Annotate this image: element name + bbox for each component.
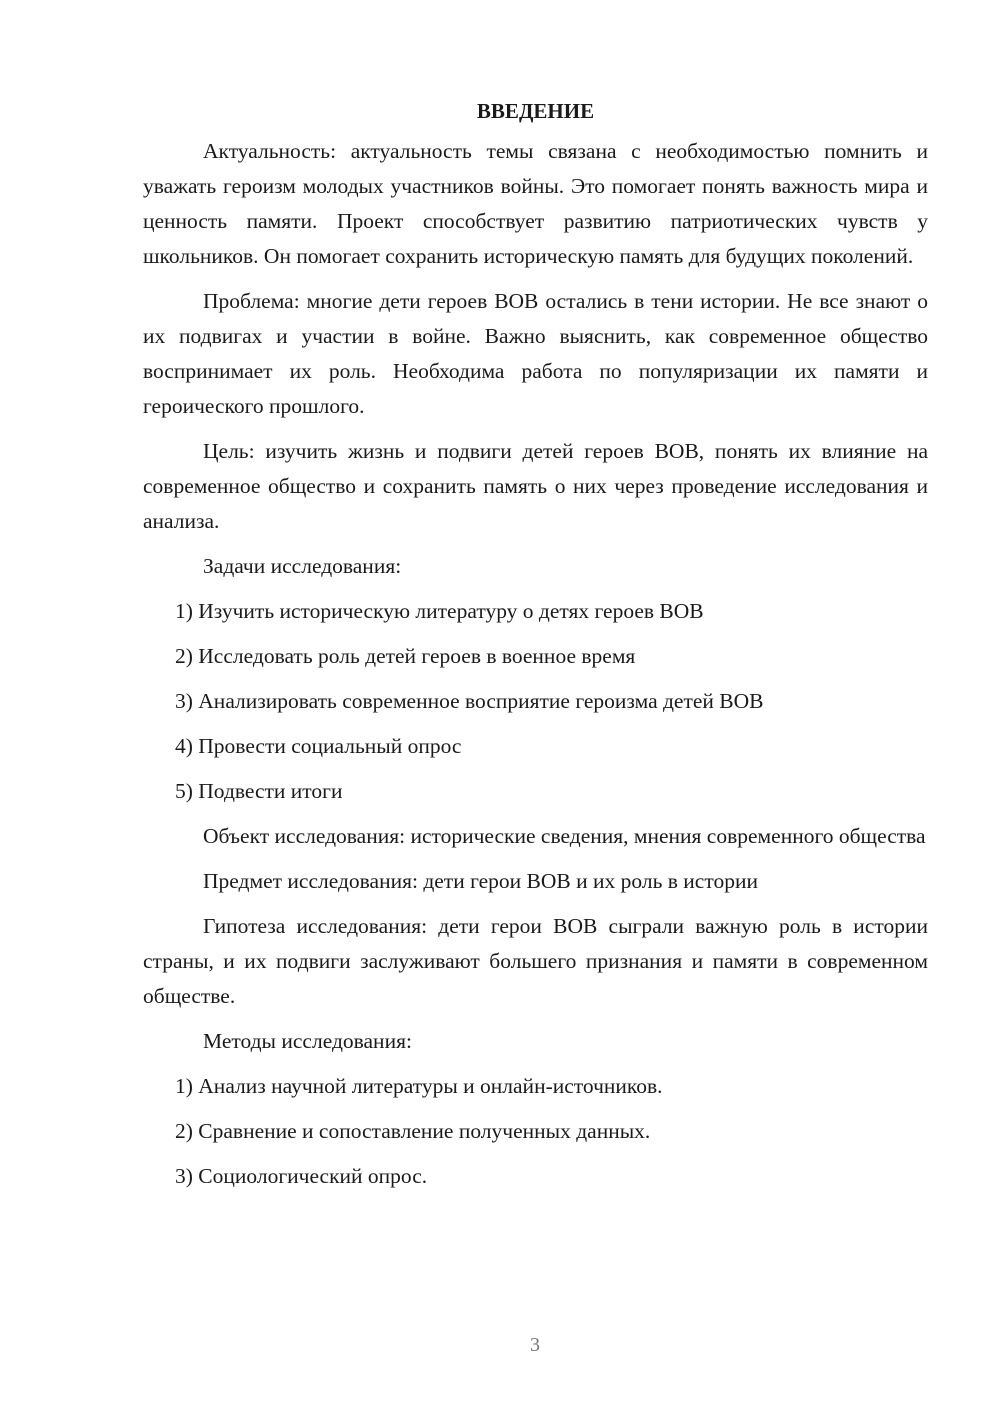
section-title: ВВЕДЕНИЕ xyxy=(476,99,595,123)
task-item-3: 3) Анализировать современное восприятие героизма детей ВОВ xyxy=(175,689,764,713)
task-item-1: 1) Изучить историческую литературу о детях героев ВОВ xyxy=(175,599,704,623)
hypothesis-paragraph: Гипотеза исследования: дети герои ВОВ сыграли важную роль в истории страны, и их подвиги заслуживают большего признания и памяти в современном обществе. xyxy=(143,914,928,1008)
method-item-1: 1) Анализ научной литературы и онлайн-источников. xyxy=(175,1074,663,1098)
task-item-2: 2) Исследовать роль детей героев в военное время xyxy=(175,644,636,668)
problem-paragraph: Проблема: многие дети героев ВОВ остались в тени истории. Не все знают о их подвигах и участии в войне. Важно выяснить, как современное общество воспринимает их роль. Необходима работа по популяризации их памяти и героического прошлого. xyxy=(143,289,928,418)
relevance-paragraph: Актуальность: актуальность темы связана с необходимостью помнить и уважать героизм молодых участников войны. Это помогает понять важность мира и ценность памяти. Проект способствует развитию патриотических чувств у школьников. Он помогает сохранить историческую память для будущих поколений. xyxy=(143,139,928,268)
subject-paragraph: Предмет исследования: дети герои ВОВ и их роль в истории xyxy=(203,869,758,893)
task-item-4: 4) Провести социальный опрос xyxy=(175,734,462,758)
method-item-3: 3) Социологический опрос. xyxy=(175,1164,428,1188)
page-number: 3 xyxy=(530,1334,540,1356)
method-item-2: 2) Сравнение и сопоставление полученных данных. xyxy=(175,1119,651,1143)
goal-paragraph: Цель: изучить жизнь и подвиги детей героев ВОВ, понять их влияние на современное общество и сохранить память о них через проведение исследования и анализа. xyxy=(143,439,928,533)
methods-heading: Методы исследования: xyxy=(203,1029,412,1053)
object-paragraph: Объект исследования: исторические сведения, мнения современного общества xyxy=(203,824,926,848)
task-item-5: 5) Подвести итоги xyxy=(175,779,343,803)
tasks-heading: Задачи исследования: xyxy=(203,554,402,578)
document-page xyxy=(143,96,928,1194)
